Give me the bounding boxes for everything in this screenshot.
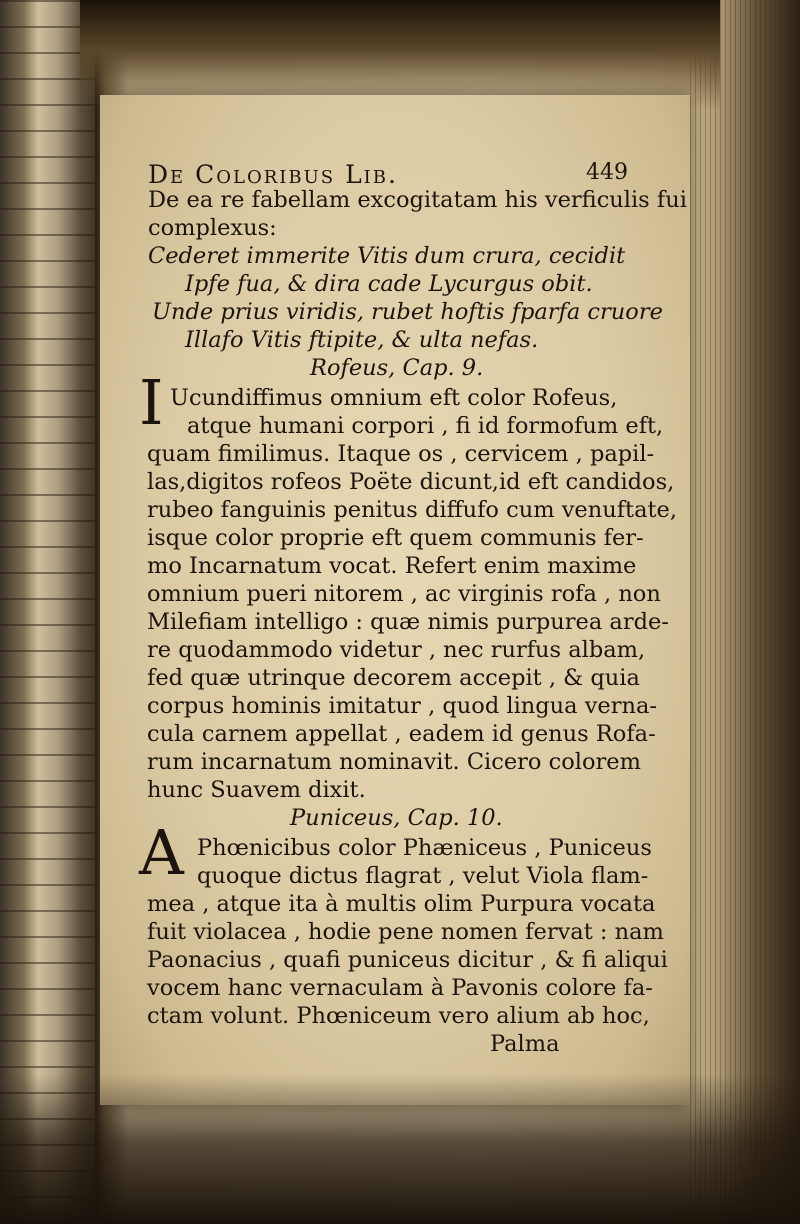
text-line: cula carnem appellat , eadem id genus Rofa- bbox=[147, 721, 656, 747]
book-fore-edge bbox=[690, 0, 800, 1224]
verse-line: Cederet immerite Vitis dum crura, cecidit bbox=[148, 243, 626, 269]
text-line: vocem hanc vernaculam à Pavonis colore fa- bbox=[147, 975, 653, 1001]
text-line: Phœnicibus color Phæniceus , Puniceus bbox=[197, 835, 652, 861]
text-line: quam fimilimus. Itaque os , cervicem , papil- bbox=[147, 441, 655, 467]
text-line: isque color proprie eft quem communis fer- bbox=[147, 525, 644, 551]
running-title: De Coloribus Lib. bbox=[148, 160, 398, 189]
text-line: corpus hominis imitatur , quod lingua verna- bbox=[147, 693, 658, 719]
text-line: re quodammodo videtur , nec rurfus albam, bbox=[147, 637, 646, 663]
top-shadow bbox=[80, 0, 720, 110]
section-heading: Puniceus, Cap. 10. bbox=[290, 805, 503, 831]
drop-cap: I bbox=[139, 366, 164, 439]
text-line: complexus: bbox=[148, 215, 277, 241]
text-line: omnium pueri nitorem , ac virginis rofa , non bbox=[147, 581, 661, 607]
text-line: fuit violacea , hodie pene nomen fervat : nam bbox=[147, 919, 664, 945]
text-line: Ucundiffimus omnium eft color Rofeus, bbox=[170, 385, 618, 411]
section-heading: Rofeus, Cap. 9. bbox=[310, 355, 484, 381]
verse-line: Ipfe fua, & dira cade Lycurgus obit. bbox=[185, 271, 593, 297]
text-line: ctam volunt. Phœniceum vero alium ab hoc, bbox=[147, 1003, 650, 1029]
text-line: hunc Suavem dixit. bbox=[147, 777, 366, 803]
text-line: atque humani corpori , fi id formofum eft, bbox=[187, 413, 664, 439]
text-line: De ea re fabellam excogitatam his verficulis fui bbox=[148, 187, 687, 213]
text-line: rubeo fanguinis penitus diffufo cum venuftate, bbox=[147, 497, 677, 523]
text-line: Paonacius , quafi puniceus dicitur , & fi aliqui bbox=[147, 947, 668, 973]
page-number: 449 bbox=[586, 160, 628, 185]
catchword: Palma bbox=[490, 1031, 560, 1057]
text-line: fed quæ utrinque decorem accepit , & quia bbox=[147, 665, 640, 691]
verse-line: Illafo Vitis ftipite, & ulta nefas. bbox=[185, 327, 539, 353]
drop-cap: A bbox=[139, 816, 184, 889]
text-line: las,digitos rofeos Poëte dicunt,id eft candidos, bbox=[147, 469, 675, 495]
text-line: mea , atque ita à multis olim Purpura vocata bbox=[147, 891, 656, 917]
text-line: Milefiam intelligo : quæ nimis purpurea arde- bbox=[147, 609, 669, 635]
bottom-shadow bbox=[0, 1074, 800, 1224]
text-line: mo Incarnatum vocat. Refert enim maxime bbox=[147, 553, 637, 579]
text-line: rum incarnatum nominavit. Cicero colorem bbox=[147, 749, 641, 775]
verse-line: Unde prius viridis, rubet hoftis fparfa cruore bbox=[152, 299, 663, 325]
book-spine-edge bbox=[0, 0, 95, 1224]
text-line: quoque dictus flagrat , velut Viola flam- bbox=[197, 863, 649, 889]
